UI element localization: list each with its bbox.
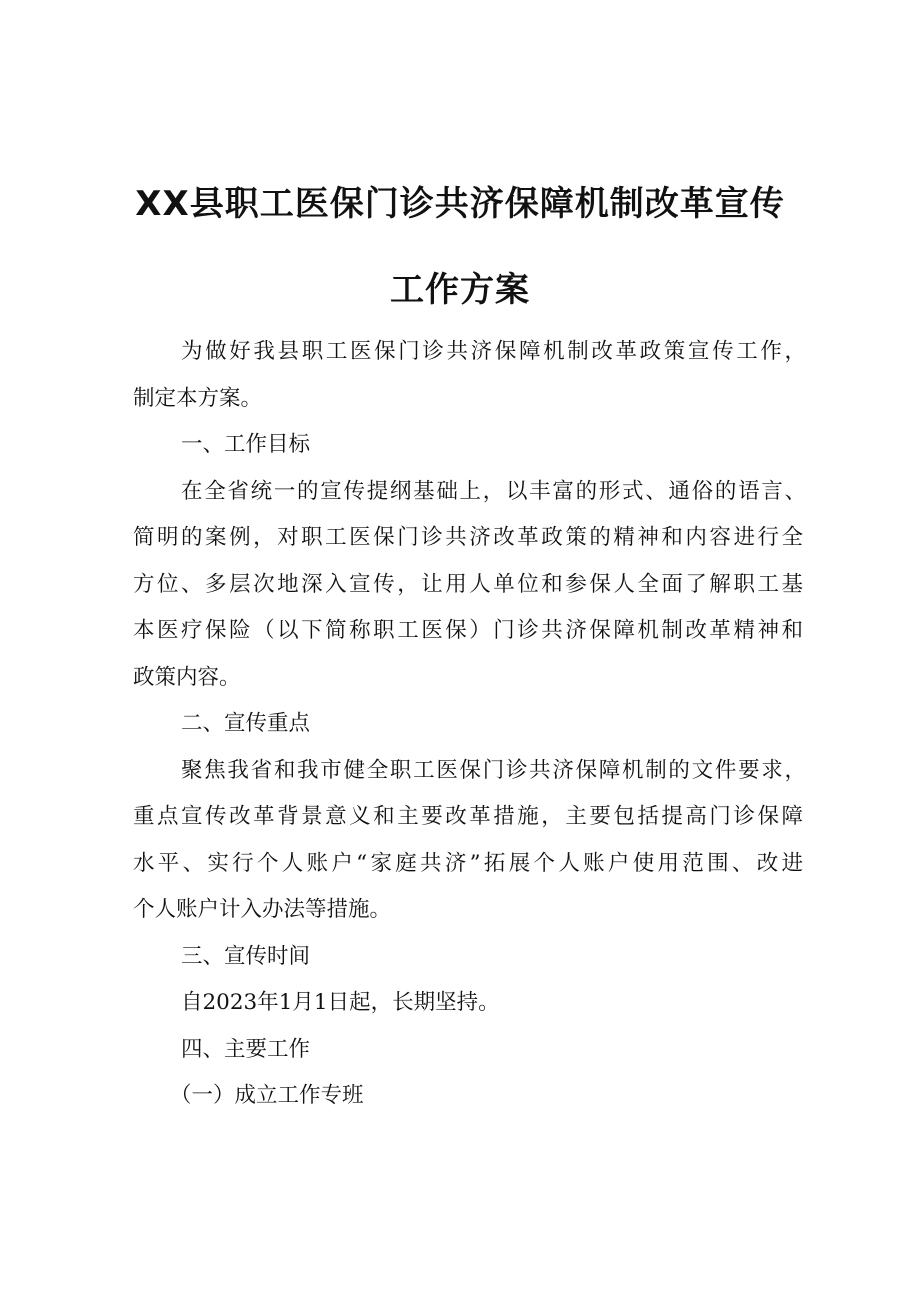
section-1-line-5: 政策内容。 [133,665,241,690]
document-title-line-2: 工作方案 [390,270,530,310]
section-2-line-3: 水平、实行个人账户“家庭共济”拓展个人账户使用范围、改进 [133,851,803,876]
section-3-heading: 三、宣传时间 [181,944,311,969]
document-title-line-1: XX县职工医保门诊共济保障机制改革宣传 [135,184,785,224]
section-1-line-1: 在全省统一的宣传提纲基础上，以丰富的形式、通俗的语言、 [181,479,806,504]
section-4-heading: 四、主要工作 [181,1037,311,1062]
section-1-line-3: 方位、多层次地深入宣传，让用人单位和参保人全面了解职工基 [133,572,803,597]
section-2-line-2: 重点宣传改革背景意义和主要改革措施，主要包括提高门诊保障 [133,804,803,829]
section-1-heading: 一、工作目标 [181,432,311,457]
section-2-heading: 二、宣传重点 [181,711,311,736]
section-4-subheading-1: （一）成立工作专班 [170,1083,364,1108]
section-2-line-4: 个人账户计入办法等措施。 [133,897,392,922]
intro-line-2: 制定本方案。 [133,386,263,411]
intro-line-1: 为做好我县职工医保门诊共济保障机制改革政策宣传工作， [181,339,806,364]
section-1-line-2: 简明的案例，对职工医保门诊共济改革政策的精神和内容进行全 [133,525,803,550]
section-3-text: 自2023年1月1日起，长期坚持。 [181,990,500,1015]
section-1-line-4: 本医疗保险（以下简称职工医保）门诊共济保障机制改革精神和 [133,618,803,643]
section-2-line-1: 聚焦我省和我市健全职工医保门诊共济保障机制的文件要求， [181,758,806,783]
